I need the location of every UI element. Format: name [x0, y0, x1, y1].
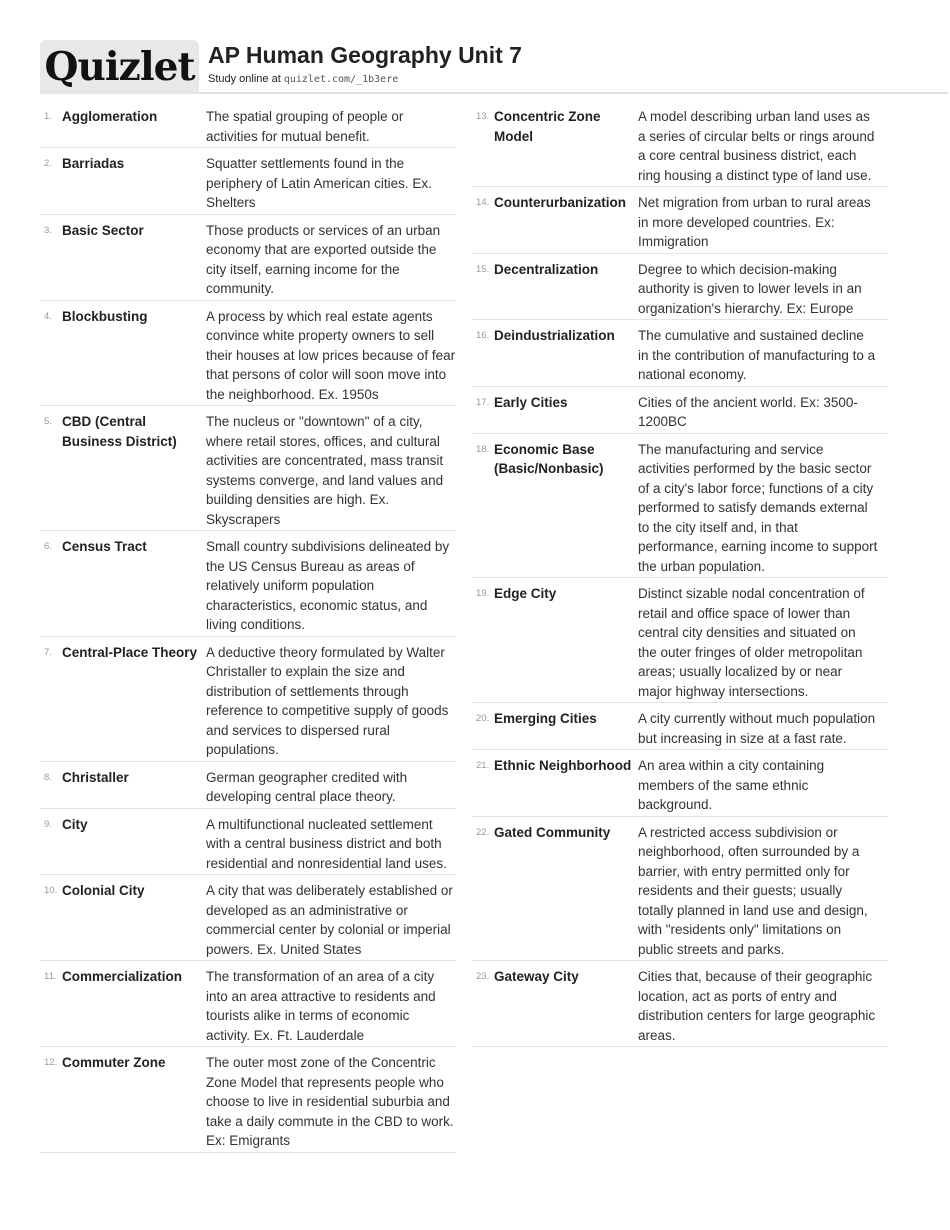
- term-name: Gateway City: [494, 969, 579, 984]
- term-name: Commercialization: [62, 969, 183, 984]
- term-row: [40, 643, 456, 762]
- term-definition: Distinct sizable nodal concentration of retail and office space of lower than central city densities and situated on the outer fringes of older metropolitan areas; usually localized by or near major highway intersections.: [638, 586, 865, 699]
- page-title: AP Human Geography Unit 7: [208, 42, 522, 68]
- term-definition: Small country subdivisions delineated by the US Census Bureau as areas of relatively uniform population characteristics, economic status, and living conditions.: [206, 539, 450, 632]
- term-definition: The manufacturing and service activities performed by the basic sector of a city's labor force; functions of a city performed to satisfy demands external to the city itself and, in that performance, earning income to support the urban population.: [638, 441, 878, 574]
- term-number: 22.: [476, 826, 490, 838]
- term-row: [40, 307, 456, 407]
- term-name: Early Cities: [494, 394, 568, 410]
- term-name: Emerging Cities: [494, 711, 597, 726]
- term-number: 1.: [44, 111, 52, 122]
- term-number: 13.: [476, 111, 490, 122]
- term-definition: The nucleus or "downtown" of a city, where retail stores, offices, and cultural activities are concentrated, mass transit systems converge, and land values and building densities are high. Ex. Skyscrapers: [206, 414, 444, 527]
- quizlet-logo[interactable]: [40, 40, 199, 94]
- term-name: Commuter Zone: [62, 1055, 166, 1070]
- term-row: [472, 393, 888, 434]
- term-number: 7.: [44, 646, 52, 658]
- term-name: Decentralization: [494, 261, 599, 277]
- page-header: [40, 40, 908, 94]
- term-number: 12.: [44, 1057, 58, 1068]
- term-row: [40, 1053, 456, 1153]
- term-definition: Degree to which decision-making authority is given to lower levels in an organization's hierarchy. Ex: Europe: [638, 261, 862, 316]
- term-name: Ethnic Neighborhood: [494, 758, 632, 773]
- term-definition: An area within a city containing members of the same ethnic background.: [638, 758, 825, 812]
- term-number: 14.: [476, 197, 490, 208]
- term-number: 6.: [44, 541, 52, 552]
- term-name: Census Tract: [62, 539, 147, 554]
- term-row: [472, 584, 888, 703]
- term-row: [40, 154, 456, 215]
- term-row: [472, 193, 888, 254]
- term-definition: Cities that, because of their geographic location, act as ports of entry and distribution centers for large geographic areas.: [638, 969, 876, 1043]
- term-row: [472, 326, 888, 387]
- term-name: Concentric Zone Model: [494, 109, 601, 144]
- term-number: 17.: [476, 396, 490, 408]
- term-definition: A process by which real estate agents convince white property owners to sell their houses at low prices because of fear that persons of color will soon move into the neighborhood. Ex. 1950s: [206, 308, 456, 402]
- term-number: 11.: [44, 971, 57, 982]
- term-row: [40, 768, 456, 809]
- term-name: Christaller: [62, 769, 129, 785]
- term-row: [40, 107, 456, 148]
- term-row: [472, 967, 888, 1047]
- term-definition: A restricted access subdivision or neighborhood, often surrounded by a barrier, with entry permitted only for residents and their guests; usually totally planned in land use and design, with "residents only" limitations on public streets and parks.: [638, 824, 868, 957]
- term-number: 2.: [44, 158, 52, 169]
- term-name: Agglomeration: [62, 109, 158, 124]
- term-definition: Squatter settlements found in the periphery of Latin American cities. Ex. Shelters: [206, 156, 432, 210]
- term-name: Barriadas: [62, 156, 125, 171]
- header-divider: [199, 92, 948, 94]
- term-definition: Net migration from urban to rural areas in more developed countries. Ex: Immigration: [638, 195, 871, 249]
- term-number: 8.: [44, 771, 52, 783]
- term-row: [40, 815, 456, 876]
- term-row: [472, 823, 888, 962]
- term-number: 20.: [476, 713, 490, 724]
- term-row: [472, 756, 888, 817]
- term-name: Deindustrialization: [494, 328, 615, 343]
- term-name: Counterurbanization: [494, 195, 626, 210]
- term-definition: Cities of the ancient world. Ex: 3500-1200BC: [638, 394, 858, 429]
- term-row: [472, 107, 888, 187]
- term-number: 10.: [44, 885, 58, 896]
- term-number: 3.: [44, 224, 52, 236]
- term-name: CBD (Central Business District): [62, 414, 177, 449]
- term-row: [472, 709, 888, 750]
- term-row: [40, 412, 456, 531]
- term-number: 4.: [44, 310, 52, 322]
- term-definition: German geographer credited with developing central place theory.: [206, 769, 408, 804]
- term-name: Edge City: [494, 586, 557, 601]
- term-number: 15.: [476, 263, 490, 275]
- term-number: 18.: [476, 443, 490, 455]
- term-name: Economic Base (Basic/Nonbasic): [494, 441, 604, 476]
- term-number: 23.: [476, 971, 490, 982]
- study-online-line: [208, 73, 398, 85]
- term-definition: The transformation of an area of a city into an area attractive to residents and tourists alike in terms of economic activity. Ex. Ft. Lauderdale: [206, 969, 436, 1043]
- term-row: [472, 260, 888, 321]
- term-definition: A deductive theory formulated by Walter Christaller to explain the size and distribution of settlements through reference to competitive supply of goods and services to dispersed rural populations.: [206, 644, 449, 757]
- term-name: Colonial City: [62, 883, 145, 898]
- term-number: 5.: [44, 416, 52, 427]
- term-name: City: [62, 816, 88, 832]
- term-row: [40, 881, 456, 961]
- term-row: [472, 440, 888, 579]
- term-definition: A multifunctional nucleated settlement with a central business district and both residential and nonresidential land uses.: [206, 816, 447, 871]
- term-name: Gated Community: [494, 824, 611, 840]
- term-number: 21.: [476, 760, 490, 771]
- term-name: Central-Place Theory: [62, 644, 198, 660]
- term-definition: The outer most zone of the Concentric Zone Model that represents people who choose to live in residential suburbia and take a daily commute in the CBD to work. Ex: Emigrants: [206, 1055, 454, 1148]
- term-definition: A city currently without much population but increasing in size at a fast rate.: [638, 711, 876, 746]
- term-number: 9.: [44, 818, 52, 830]
- term-number: 16.: [476, 330, 490, 341]
- study-online-label: Study online at: [208, 73, 281, 85]
- term-name: Basic Sector: [62, 222, 144, 238]
- term-row: [40, 967, 456, 1047]
- term-row: [40, 537, 456, 637]
- term-row: [40, 221, 456, 301]
- term-name: Blockbusting: [62, 308, 148, 324]
- term-definition: The spatial grouping of people or activities for mutual benefit.: [206, 109, 404, 144]
- study-url-link[interactable]: quizlet.com/_1b3ere: [283, 74, 399, 85]
- term-definition: A model describing urban land uses as a series of circular belts or rings around a core central business district, each ring housing a distinct type of land use.: [638, 109, 875, 183]
- terms-column-left: [40, 107, 456, 1159]
- logo-text: Quizlet: [44, 44, 195, 90]
- term-number: 19.: [476, 588, 490, 599]
- term-definition: Those products or services of an urban economy that are exported outside the city itself, earning income for the community.: [206, 222, 441, 296]
- term-definition: A city that was deliberately established or developed as an administrative or commercial center by colonial or imperial powers. Ex. United States: [206, 883, 453, 957]
- terms-column-right: [472, 107, 888, 1053]
- term-definition: The cumulative and sustained decline in the contribution of manufacturing to a national economy.: [638, 328, 876, 382]
